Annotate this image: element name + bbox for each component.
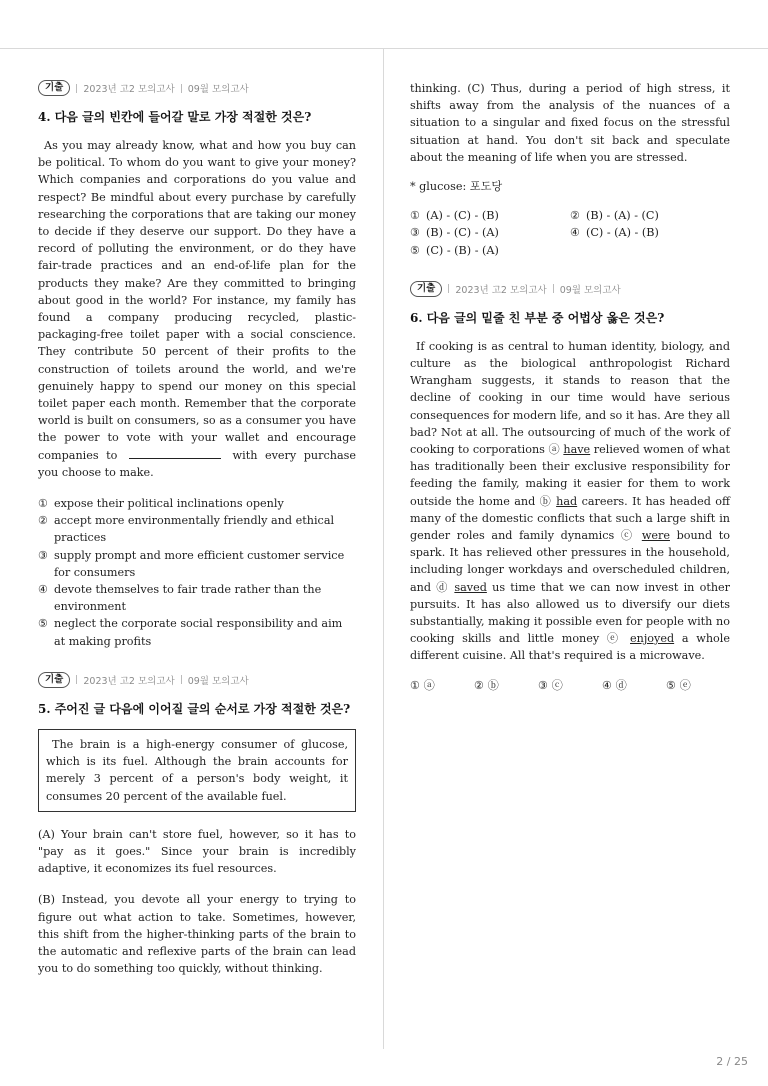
choice-4[interactable]: ④ ⓓ <box>602 678 627 692</box>
passage-text-end: with every purchase you choose to make. <box>38 448 356 479</box>
source-month: 09월 모의고사 <box>187 675 249 687</box>
underlined-word-b: had <box>556 494 578 508</box>
source-tag <box>38 80 356 96</box>
choice-4[interactable]: ④ (C) - (A) - (B) <box>570 226 659 240</box>
paragraph-a: (A) Your brain can't store fuel, however, so it has to "pay as it goes." Since your brain is incredibly adaptive, it economizes its fuel resources. <box>38 827 356 876</box>
paragraph-b: (B) Instead, you devote all your energy to trying to figure out what action to take. Sometimes, however, this shift from the higher-thinking parts of the brain to the automatic and reflexive parts of the brain can lead you to do something too quickly, without thinking. <box>38 893 356 976</box>
right-column <box>410 80 730 693</box>
left-column <box>38 80 356 977</box>
page-number: 2 / 25 <box>716 1055 748 1068</box>
question-4 <box>38 80 356 650</box>
underlined-word-d: saved <box>454 580 487 594</box>
choice-2[interactable]: ② accept more environmentally friendly and ethical practices <box>38 514 335 545</box>
question-title: 5. 주어진 글 다음에 이어질 글의 순서로 가장 적절한 것은? <box>38 701 351 716</box>
underlined-word-a: have <box>563 443 591 457</box>
passage <box>38 137 356 481</box>
marker-a: ⓐ <box>548 443 560 457</box>
marker-c: ⓒ <box>620 529 636 543</box>
choice-list <box>410 677 730 693</box>
answer-blank <box>129 448 221 459</box>
separator <box>553 284 554 293</box>
choice-1[interactable]: ① expose their political inclinations openly <box>38 497 284 511</box>
footnote: * glucose: 포도당 <box>410 180 503 194</box>
choice-4[interactable]: ④ devote themselves to fair trade rather than the environment <box>38 583 322 614</box>
source-tag <box>38 672 356 688</box>
source-month: 09월 모의고사 <box>187 84 249 95</box>
past-exam-badge: 기출 <box>38 80 70 96</box>
separator <box>448 284 449 293</box>
choice-5[interactable]: ⑤ ⓔ <box>666 678 691 692</box>
question-title: 6. 다음 글의 밑줄 친 부분 중 어법상 옳은 것은? <box>410 310 665 325</box>
question-6 <box>410 281 730 693</box>
passage: If cooking is as central to human identity, biology, and culture as the biological anthropologist Richard Wrangham suggests, it stands to reason that the decline of cooking in our time would have serious consequences for modern life, and so it has. Are they all bad? Not at all. The outsourcing of much of the work of cooking to corporations ⓐ have relieved women of what has traditionally been their exclusive responsibility for feeding the family, making it easier for them to work outside the home and ⓑ had careers. It has headed off many of the domestic conflicts that such a large shift in gender roles and family dynamics ⓒ were bound to spark. It has relieved other pressures in the household, including longer workdays and overscheduled children, and ⓓ saved us time that we can now invest in other pursuits. It has also allowed us to diversify our diets substantially, making it possible even for people with no cooking skills and little money ⓔ enjoyed a whole different cuisine. All that's required is a microwave. <box>410 339 731 663</box>
source-year: 2023년 고2 모의고사 <box>83 675 175 687</box>
source-year: 2023년 고2 모의고사 <box>83 84 175 95</box>
choice-1[interactable]: ① ⓐ <box>410 678 435 692</box>
past-exam-badge: 기출 <box>38 672 70 688</box>
passage-text: As you may already know, what and how you buy can be political. To whom do you want to give your money? Which companies and corporations do you value and respect? Be mindful about every purchase by carefully researching the corporations that are taking our money to decide if they deserve our support. Do they have a record of polluting the environment, or do they have fair-trade practices and an end-of-life plan for the products they make? Are they committed to bringing about good in the world? For instance, my family has found a company producing recycled, plastic-packaging-free toilet paper with a social conscience. They contribute 50 percent of their profits to the construction of toilets around the world, and we're genuinely happy to spend our money on this special toilet paper each month. Remember that the corporate world is built on consumers, so as a consumer you have the power to vote with your wallet and encourage companies to <box>38 139 356 462</box>
source-month: 09월 모의고사 <box>559 284 621 296</box>
choice-5[interactable]: ⑤ (C) - (B) - (A) <box>410 243 499 257</box>
choice-3[interactable]: ③ (B) - (C) - (A) <box>410 226 499 240</box>
choice-2[interactable]: ② ⓑ <box>474 678 499 692</box>
marker-e: ⓔ <box>606 632 623 646</box>
choice-5[interactable]: ⑤ neglect the corporate social responsibility and aim at making profits <box>38 617 343 648</box>
marker-b: ⓑ <box>539 494 552 508</box>
source-tag <box>410 281 730 297</box>
separator <box>181 84 182 93</box>
paragraph-c: thinking. (C) Thus, during a period of high stress, it shifts away from the analysis of the nuances of a situation to a singular and fixed focus on the stressful situation at hand. You don't sit back and speculate about the meaning of life when you are stressed. <box>410 82 730 164</box>
past-exam-badge: 기출 <box>410 281 442 297</box>
separator <box>76 84 77 93</box>
separator <box>181 675 182 684</box>
question-title: 4. 다음 글의 빈칸에 들어갈 말로 가장 적절한 것은? <box>38 110 312 124</box>
question-5 <box>38 672 356 977</box>
underlined-word-c: were <box>641 529 670 543</box>
choice-2[interactable]: ② (B) - (A) - (C) <box>570 209 659 223</box>
given-passage-box: The brain is a high-energy consumer of glucose, which is its fuel. Although the brain accounts for merely 3 percent of a person's body weight, it consumes 20 percent of the available fuel. <box>38 729 356 812</box>
column-divider <box>383 49 384 1049</box>
choice-list <box>38 495 356 650</box>
source-year: 2023년 고2 모의고사 <box>455 284 547 296</box>
choice-3[interactable]: ③ supply prompt and more efficient customer service for consumers <box>38 548 345 579</box>
marker-d: ⓓ <box>436 580 450 594</box>
header-rule <box>0 48 768 49</box>
choice-3[interactable]: ③ ⓒ <box>538 678 563 692</box>
separator <box>76 675 77 684</box>
choice-1[interactable]: ① (A) - (C) - (B) <box>410 209 499 223</box>
choice-list <box>410 207 730 259</box>
underlined-word-e: enjoyed <box>630 632 675 646</box>
